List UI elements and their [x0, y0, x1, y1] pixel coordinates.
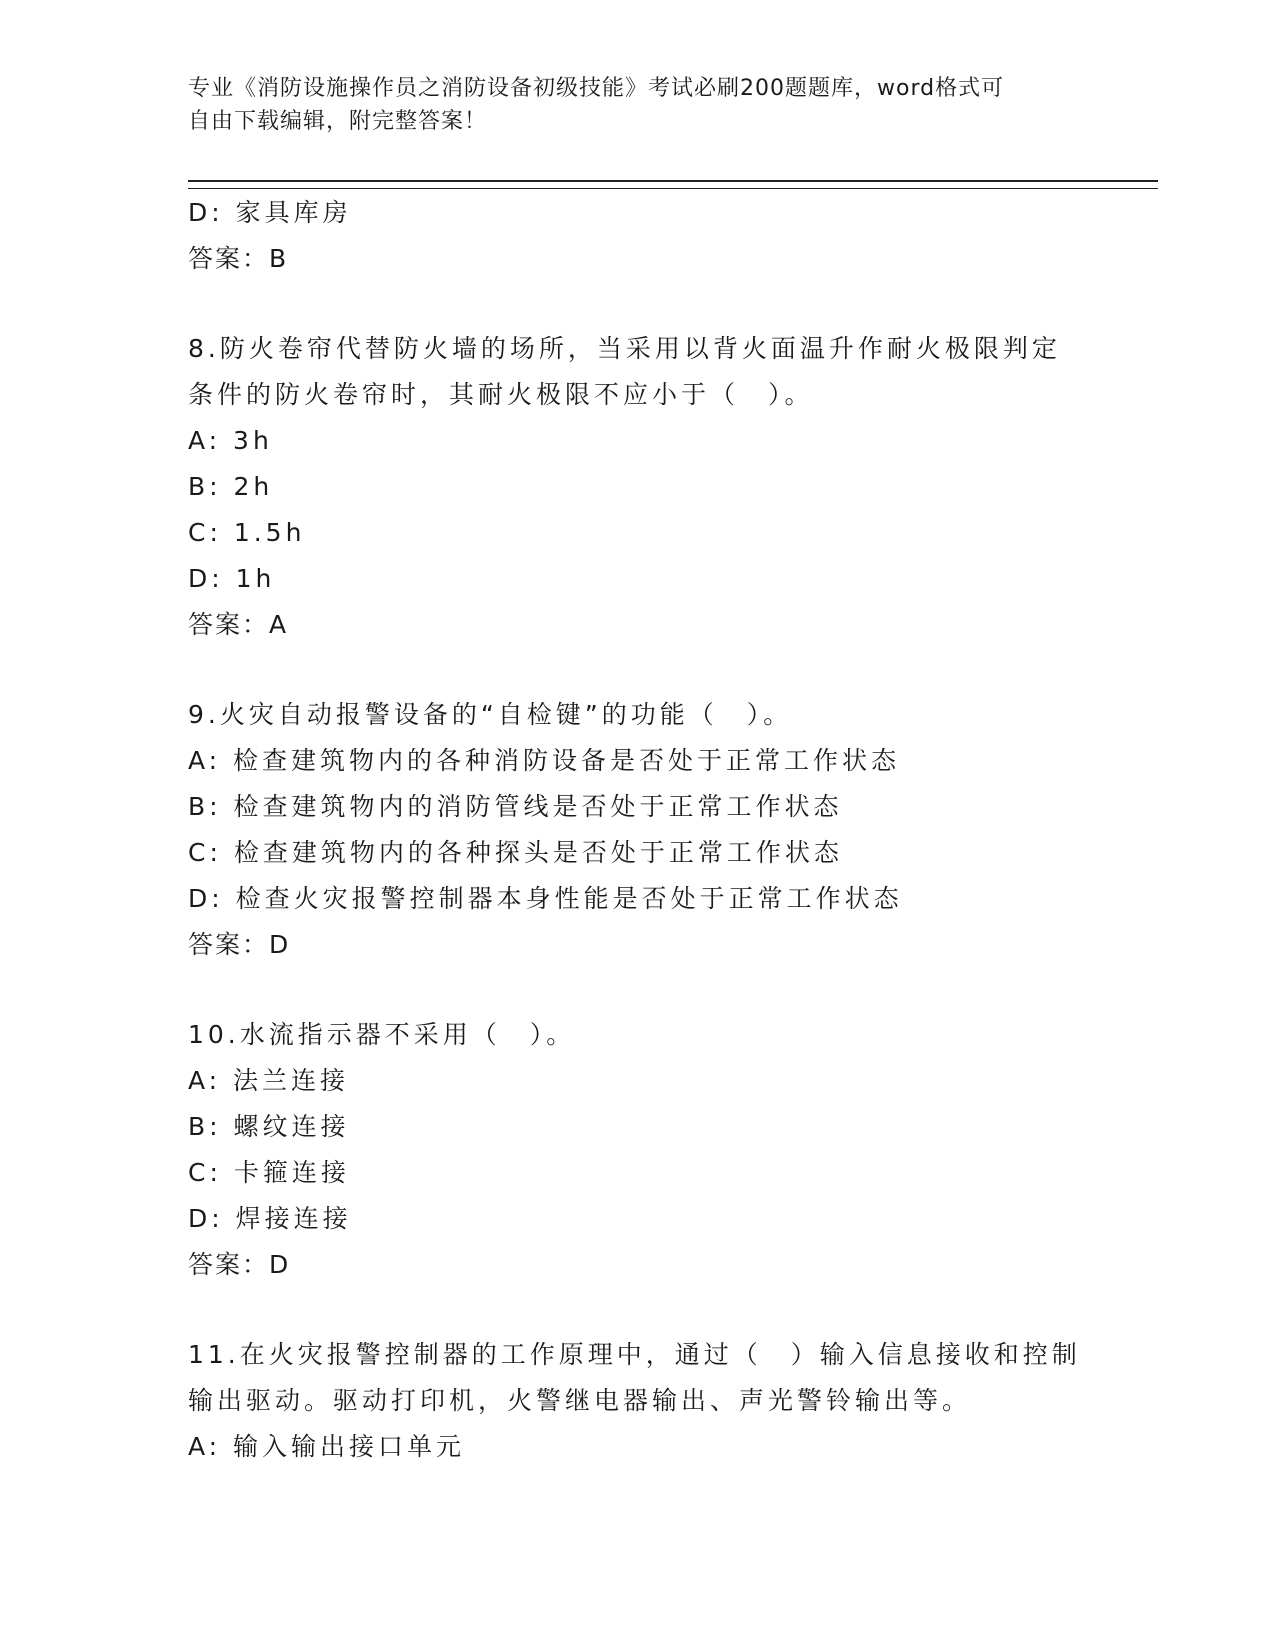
spacer [188, 648, 1158, 692]
question-content [188, 190, 1158, 1470]
option-a: A: 输入输出接口单元 [188, 1432, 466, 1461]
option-b: B: 螺纹连接 [188, 1112, 350, 1141]
prev-option-d: D: 家具库房 [188, 198, 352, 227]
option-c: C: 1.5h [188, 518, 306, 547]
spacer [188, 1288, 1158, 1332]
option-d: D: 焊接连接 [188, 1204, 352, 1233]
question-text-line: 11.在火灾报警控制器的工作原理中，通过（ ）输入信息接收和控制 [188, 1340, 1081, 1369]
header-line-2: 自由下载编辑，附完整答案！ [188, 109, 488, 134]
option-c: C: 检查建筑物内的各种探头是否处于正常工作状态 [188, 838, 843, 867]
option-b: B: 检查建筑物内的消防管线是否处于正常工作状态 [188, 792, 843, 821]
question-text-line: 输出驱动。驱动打印机，火警继电器输出、声光警铃输出等。 [188, 1386, 972, 1415]
question-text-line: 8.防火卷帘代替防火墙的场所，当采用以背火面温升作耐火极限判定 [188, 334, 1061, 363]
option-a: A: 3h [188, 426, 273, 455]
answer: 答案：A [188, 610, 289, 639]
page-header [188, 72, 1068, 138]
option-a: A: 检查建筑物内的各种消防设备是否处于正常工作状态 [188, 746, 901, 775]
option-b: B: 2h [188, 472, 274, 501]
option-a: A: 法兰连接 [188, 1066, 350, 1095]
question-text-line: 9.火灾自动报警设备的“自检键”的功能（ ）。 [188, 700, 793, 729]
question-text-line: 条件的防火卷帘时，其耐火极限不应小于（ ）。 [188, 380, 814, 409]
answer: 答案：D [188, 930, 291, 959]
question-text-line: 10.水流指示器不采用（ ）。 [188, 1020, 576, 1049]
question-9 [188, 692, 1158, 968]
answer: 答案：D [188, 1250, 291, 1279]
spacer [188, 282, 1158, 326]
question-8 [188, 326, 1158, 648]
header-line-1: 专业《消防设施操作员之消防设备初级技能》考试必刷200题题库，word格式可 [188, 76, 1005, 101]
option-d: D: 1h [188, 564, 276, 593]
option-d: D: 检查火灾报警控制器本身性能是否处于正常工作状态 [188, 884, 903, 913]
question-11 [188, 1332, 1158, 1470]
prev-answer: 答案：B [188, 244, 289, 273]
question-10 [188, 1012, 1158, 1288]
spacer [188, 968, 1158, 1012]
header-divider [188, 180, 1158, 189]
option-c: C: 卡箍连接 [188, 1158, 350, 1187]
